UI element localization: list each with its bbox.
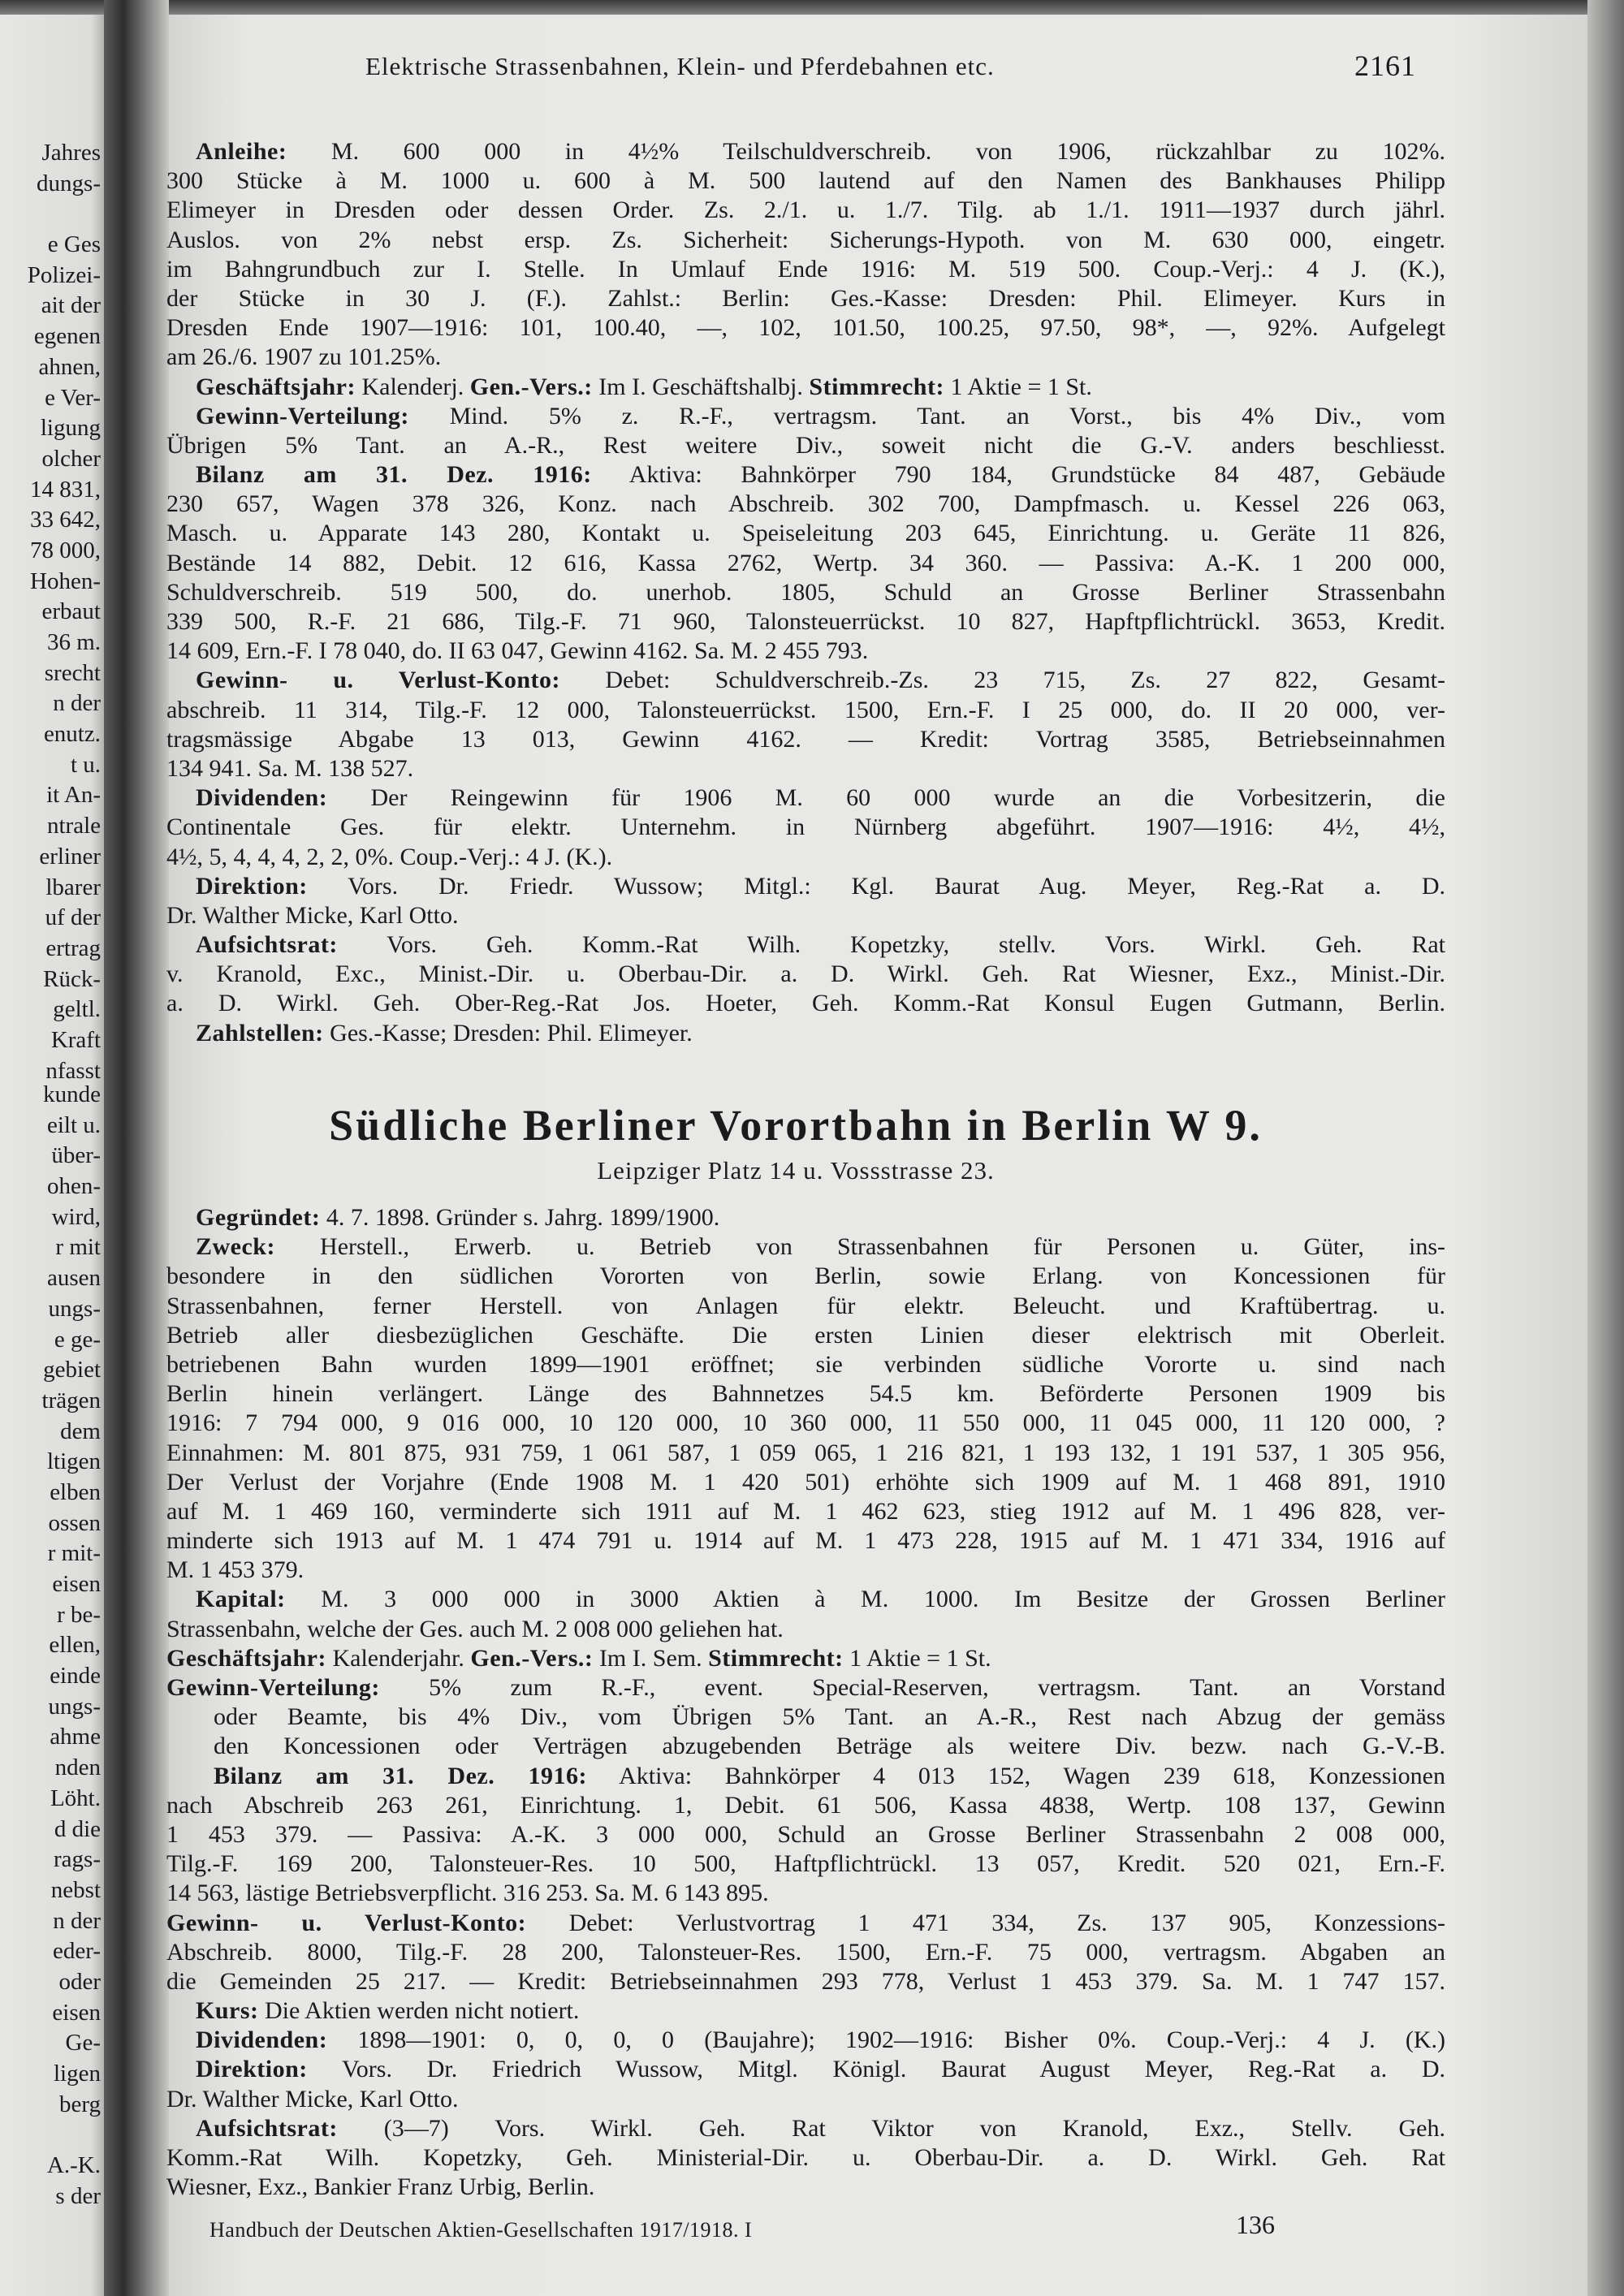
fragment-line: nebst bbox=[50, 1876, 101, 1903]
fragment-line: ltigen bbox=[46, 1448, 101, 1475]
text-run: Kalenderj. bbox=[355, 373, 470, 400]
text-line bbox=[166, 313, 1445, 343]
text-line bbox=[166, 578, 1445, 607]
company-title: Südliche Berliner Vorortbahn in Berlin W 9. bbox=[329, 1101, 1263, 1150]
section-label: Kurs: bbox=[196, 1997, 259, 2025]
fragment-line: Ge- bbox=[65, 2030, 101, 2056]
text-line bbox=[166, 1909, 1445, 1938]
fragment-line: eder- bbox=[53, 1938, 101, 1965]
text-run: Strassenbahnen, ferner Herstell. von Anlagen für elektr. Beleucht. und Kraftübertrag. u. bbox=[166, 1292, 1445, 1319]
fragment-line: Rück- bbox=[43, 965, 101, 992]
text-line bbox=[166, 1967, 1445, 1996]
text-line bbox=[166, 255, 1445, 284]
text-line bbox=[166, 196, 1445, 225]
text-run: Ges.-Kasse; Dresden: Phil. Elimeyer. bbox=[323, 1019, 693, 1047]
company-address: Leipziger Platz 14 u. Vossstrasse 23. bbox=[597, 1156, 995, 1185]
fragment-line: geltl. bbox=[53, 996, 101, 1023]
text-line bbox=[166, 1585, 1445, 1614]
text-run: 339 500, R.-F. 21 686, Tilg.-F. 71 960, Talonsteuerrückst. 10 827, Hapftpflichtrückl. 3653, Kredit. bbox=[166, 608, 1445, 635]
section-label: Anleihe: bbox=[196, 138, 287, 165]
fragment-line: berg bbox=[58, 2091, 101, 2117]
text-run: 14 563, lästige Betriebsverpflicht. 316 253. Sa. M. 6 143 895. bbox=[166, 1880, 769, 1907]
fragment-line: ligung bbox=[40, 415, 101, 442]
fragment-line: eilt u. bbox=[46, 1111, 101, 1138]
text-line bbox=[166, 1849, 1445, 1879]
text-run: Einnahmen: M. 801 875, 931 759, 1 061 587, 1 059 065, 1 216 821, 1 193 132, 1 191 537, 1 305 956, bbox=[166, 1439, 1445, 1466]
section-label: Zahlstellen: bbox=[196, 1019, 324, 1047]
fragment-line: erliner bbox=[39, 843, 101, 870]
fragment-line: 33 642, bbox=[30, 507, 101, 533]
text-line bbox=[166, 1203, 1445, 1232]
text-run: 4. 7. 1898. Gründer s. Jahrg. 1899/1900. bbox=[320, 1204, 720, 1231]
text-run: Der Verlust der Vorjahre (Ende 1908 M. 1 420 501) erhöhte sich 1909 auf M. 1 468 891, 1910 bbox=[166, 1468, 1445, 1495]
text-line bbox=[166, 1350, 1445, 1379]
fragment-line: ohen- bbox=[46, 1173, 101, 1200]
section-label: Dividenden: bbox=[196, 784, 328, 812]
fragment-line bbox=[0, 2120, 101, 2151]
text-line bbox=[166, 490, 1445, 519]
company-entry bbox=[166, 1203, 1445, 2202]
text-run: Vors. Dr. Friedrich Wussow, Mitgl. Königl. Baurat August Meyer, Reg.-Rat a. D. bbox=[307, 2056, 1445, 2083]
text-line bbox=[166, 989, 1445, 1018]
text-line bbox=[166, 1762, 1445, 1791]
text-line bbox=[166, 549, 1445, 578]
fragment-line: ntrale bbox=[46, 813, 101, 839]
fragment-line: r mit- bbox=[47, 1540, 101, 1567]
text-line bbox=[166, 1996, 1445, 2026]
text-line bbox=[166, 2055, 1445, 2084]
fragment-line: Jahres bbox=[41, 140, 101, 166]
section-label: Aufsichtsrat: bbox=[196, 931, 338, 959]
text-run: M. 1 453 379. bbox=[166, 1556, 304, 1584]
text-run: tragsmässige Abgabe 13 013, Gewinn 4162. — Kredit: Vortrag 3585, Betriebseinnahmen bbox=[166, 725, 1445, 753]
text-run: besondere in den südlichen Vororten von Berlin, sowie Erlang. von Koncessionen für bbox=[166, 1262, 1445, 1290]
section-label: Bilanz am 31. Dez. 1916: bbox=[214, 1762, 587, 1789]
text-run: 300 Stücke à M. 1000 u. 600 à M. 500 lautend auf den Namen des Bankhauses Philipp bbox=[166, 167, 1445, 195]
fragment-line: n der bbox=[53, 1907, 101, 1934]
text-line bbox=[166, 166, 1445, 196]
fragment-line: ellen, bbox=[49, 1632, 101, 1659]
text-run: Vors. Geh. Komm.-Rat Wilh. Kopetzky, stellv. Vors. Wirkl. Geh. Rat bbox=[337, 931, 1445, 959]
text-line bbox=[166, 1791, 1445, 1820]
fragment-line: ait der bbox=[41, 292, 101, 319]
text-line bbox=[166, 783, 1445, 813]
text-run: der Stücke in 30 J. (F.). Zahlst.: Berlin: Ges.-Kasse: Dresden: Phil. Elimeyer. Kurs in bbox=[166, 284, 1445, 312]
text-run: Debet: Verlustvortrag 1 471 334, Zs. 137 905, Konzessions- bbox=[526, 1909, 1445, 1936]
section-label: Zweck: bbox=[196, 1233, 275, 1261]
fragment-line: wird, bbox=[51, 1203, 101, 1230]
text-line bbox=[166, 1292, 1445, 1321]
text-line bbox=[166, 1321, 1445, 1350]
fragment-line: it An- bbox=[46, 782, 101, 809]
fragment-line: 36 m. bbox=[46, 629, 101, 655]
text-line bbox=[166, 666, 1445, 695]
fragment-line: srecht bbox=[44, 659, 101, 686]
text-run: Dresden Ende 1907—1916: 101, 100.40, —, 102, 101.50, 100.25, 97.50, 98*, —, 92%. Aufgelegt bbox=[166, 314, 1445, 342]
fragment-line: egenen bbox=[33, 323, 101, 350]
text-run: a. D. Wirkl. Geh. Ober-Reg.-Rat Jos. Hoeter, Geh. Komm.-Rat Konsul Eugen Gutmann, Berlin. bbox=[166, 990, 1445, 1017]
text-run: 4½, 5, 4, 4, 4, 2, 2, 0%. Coup.-Verj.: 4 J. (K.). bbox=[166, 843, 613, 870]
fragment-line: ungs- bbox=[48, 1693, 101, 1720]
text-line bbox=[166, 930, 1445, 960]
text-line bbox=[166, 1644, 1445, 1673]
section-label: Gewinn-Verteilung: bbox=[166, 1674, 380, 1701]
section-label: Gen.-Vers.: bbox=[469, 373, 593, 400]
fragment-line: Polizei- bbox=[27, 261, 101, 288]
text-run: M. 3 000 000 in 3000 Aktien à M. 1000. Im Besitze der Grossen Berliner bbox=[285, 1586, 1445, 1613]
text-line bbox=[166, 1556, 1445, 1585]
section-label: Gen.-Vers.: bbox=[470, 1644, 594, 1672]
text-run: Kalenderjahr. bbox=[326, 1644, 471, 1672]
fragment-line: eisen bbox=[52, 1571, 101, 1597]
fragment-line: nden bbox=[54, 1754, 101, 1781]
page-number: 2161 bbox=[1354, 50, 1416, 82]
text-line bbox=[166, 284, 1445, 313]
section-label: Dividenden: bbox=[196, 2026, 328, 2054]
text-line bbox=[166, 754, 1445, 783]
text-line bbox=[166, 1673, 1445, 1703]
fragment-line: r be- bbox=[57, 1601, 101, 1628]
text-run: den Koncessionen oder Verträgen abzugebenden Beträge als weitere Div. bezw. nach G.-V.-B. bbox=[214, 1733, 1445, 1760]
text-line bbox=[166, 960, 1445, 989]
fragment-line: e Ges bbox=[47, 231, 101, 258]
text-run: Mind. 5% z. R.-F., vertragsm. Tant. an Vorst., bis 4% Div., vom bbox=[408, 402, 1445, 429]
text-line bbox=[166, 1526, 1445, 1556]
text-run: (3—7) Vors. Wirkl. Geh. Rat Viktor von Kranold, Exz., Stellv. Geh. bbox=[337, 2114, 1445, 2142]
text-line bbox=[166, 431, 1445, 460]
text-line bbox=[166, 2085, 1445, 2114]
section-label: Geschäftsjahr: bbox=[166, 1644, 326, 1672]
text-run: minderte sich 1913 auf M. 1 474 791 u. 1914 auf M. 1 473 228, 1915 auf M. 1 471 334, 1916 auf bbox=[166, 1527, 1445, 1555]
fragment-line: t u. bbox=[70, 751, 101, 778]
text-run: im Bahngrundbuch zur I. Stelle. In Umlauf Ende 1916: M. 519 500. Coup.-Verj.: 4 J. (K.), bbox=[166, 255, 1445, 283]
text-run: Berlin hinein verlängert. Länge des Bahnnetzes 54.5 km. Beförderte Personen 1909 bis bbox=[166, 1380, 1445, 1408]
text-line bbox=[166, 696, 1445, 725]
text-line bbox=[166, 2026, 1445, 2055]
fragment-line: trägen bbox=[41, 1387, 101, 1413]
text-run: Herstell., Erwerb. u. Betrieb von Strassenbahnen für Personen u. Güter, ins- bbox=[274, 1233, 1445, 1261]
fragment-line: 78 000, bbox=[30, 537, 101, 563]
fragment-line: Kraft bbox=[50, 1026, 101, 1053]
fragment-line: rags- bbox=[54, 1846, 101, 1873]
text-line bbox=[166, 1879, 1445, 1908]
fragment-line: oder bbox=[58, 1968, 101, 1995]
fragment-line: ungs- bbox=[48, 1295, 101, 1322]
text-line bbox=[166, 1232, 1445, 1262]
text-line bbox=[166, 1732, 1445, 1761]
fragment-line: ertrag bbox=[45, 934, 101, 961]
text-run: Debet: Schuldverschreib.-Zs. 23 715, Zs. 27 822, Gesamt- bbox=[560, 667, 1445, 694]
fragment-line: ausen bbox=[46, 1265, 101, 1292]
text-run: Aktiva: Bahnkörper 4 013 152, Wagen 239 618, Konzessionen bbox=[586, 1762, 1445, 1789]
facing-page-text-upper bbox=[0, 138, 101, 1086]
text-run: Abschreib. 8000, Tilg.-F. 28 200, Talonsteuer-Res. 1500, Ern.-F. 75 000, vertragsm. Abgaben an bbox=[166, 1938, 1445, 1966]
fragment-line: ahnen, bbox=[38, 353, 101, 380]
previous-company-entry bbox=[166, 137, 1445, 1048]
text-run: 5% zum R.-F., event. Special-Reserven, vertragsm. Tant. an Vorstand bbox=[379, 1674, 1445, 1701]
text-run: Schuldverschreib. 519 500, do. unerhob. 1805, Schuld an Grosse Berliner Strassenbahn bbox=[166, 578, 1445, 606]
text-run: Betrieb aller diesbezüglichen Geschäfte. Die ersten Linien dieser elektrisch mit Oberleit. bbox=[166, 1321, 1445, 1349]
text-line bbox=[166, 137, 1445, 166]
fragment-line: e ge- bbox=[54, 1326, 101, 1353]
footer-book-title: Handbuch der Deutschen Aktien-Gesellschaften 1917/1918. I bbox=[209, 2218, 753, 2242]
text-run: Strassenbahn, welche der Ges. auch M. 2 008 000 geliehen hat. bbox=[166, 1615, 784, 1642]
text-line bbox=[166, 901, 1445, 930]
text-run: 1 Aktie = 1 St. bbox=[843, 1644, 991, 1672]
text-line bbox=[166, 607, 1445, 637]
book-gutter bbox=[104, 0, 169, 2296]
fragment-line: elben bbox=[50, 1478, 101, 1505]
text-line bbox=[166, 1703, 1445, 1732]
fragment-line: dem bbox=[60, 1418, 101, 1444]
text-line bbox=[166, 226, 1445, 255]
footer-signature: 136 bbox=[1236, 2210, 1275, 2239]
section-label: Aufsichtsrat: bbox=[196, 2114, 338, 2142]
text-run: Übrigen 5% Tant. an A.-R., Rest weitere Div., soweit nicht die G.-V. anders beschliesst. bbox=[166, 431, 1445, 459]
text-run: abschreib. 11 314, Tilg.-F. 12 000, Talonsteuerrückst. 1500, Ern.-F. I 25 000, do. II 20 000, ver- bbox=[166, 696, 1445, 723]
fragment-line: 14 831, bbox=[30, 476, 101, 503]
fragment-line: r mit bbox=[55, 1234, 101, 1261]
fragment-line: über- bbox=[51, 1142, 101, 1169]
fragment-line: dungs- bbox=[37, 170, 101, 196]
text-line bbox=[166, 1820, 1445, 1849]
text-line bbox=[166, 1938, 1445, 1967]
fragment-line: enutz. bbox=[43, 721, 101, 748]
text-run: die Gemeinden 25 217. — Kredit: Betriebseinnahmen 293 778, Verlust 1 453 379. Sa. M. 1 747 157. bbox=[166, 1967, 1445, 1995]
text-line bbox=[166, 725, 1445, 754]
text-line bbox=[166, 843, 1445, 872]
text-run: v. Kranold, Exc., Minist.-Dir. u. Oberbau-Dir. a. D. Wirkl. Geh. Rat Wiesner, Exz., Minist.-Dir. bbox=[166, 960, 1445, 988]
text-run: 14 609, Ern.-F. I 78 040, do. II 63 047, Gewinn 4162. Sa. M. 2 455 793. bbox=[166, 637, 869, 665]
text-line bbox=[166, 1409, 1445, 1438]
section-label: Direktion: bbox=[196, 2056, 308, 2083]
text-run: Im I. Geschäftshalbj. bbox=[592, 373, 810, 400]
text-run: 230 657, Wagen 378 326, Konz. nach Abschreib. 302 700, Dampfmasch. u. Kessel 226 063, bbox=[166, 490, 1445, 518]
text-line bbox=[166, 872, 1445, 901]
text-line bbox=[166, 519, 1445, 548]
text-line bbox=[166, 1262, 1445, 1291]
text-run: Die Aktien werden nicht notiert. bbox=[258, 1997, 580, 2025]
text-line bbox=[166, 373, 1445, 402]
text-line bbox=[166, 1615, 1445, 1644]
fragment-line: ossen bbox=[48, 1509, 101, 1536]
fragment-line: d die bbox=[54, 1815, 101, 1842]
text-line bbox=[166, 2143, 1445, 2173]
text-line bbox=[166, 813, 1445, 842]
text-run: Dr. Walther Micke, Karl Otto. bbox=[166, 2085, 459, 2113]
text-line bbox=[166, 402, 1445, 431]
facing-page-text-lower bbox=[0, 1080, 101, 2212]
text-line bbox=[166, 1439, 1445, 1468]
section-label: Stimmrecht: bbox=[708, 1644, 844, 1672]
text-line bbox=[166, 2173, 1445, 2202]
fragment-line: ahme bbox=[50, 1724, 101, 1750]
text-run: Der Reingewinn für 1906 M. 60 000 wurde an die Vorbesitzerin, die bbox=[327, 784, 1445, 812]
text-run: Dr. Walther Micke, Karl Otto. bbox=[166, 901, 459, 929]
text-run: auf M. 1 469 160, verminderte sich 1911 auf M. 1 462 623, stieg 1912 auf M. 1 496 828, ver- bbox=[166, 1497, 1445, 1525]
fragment-line: s der bbox=[55, 2182, 101, 2209]
fragment-line: kunde bbox=[43, 1081, 101, 1107]
text-run: nach Abschreib 263 261, Einrichtung. 1, Debit. 61 506, Kassa 4838, Wertp. 108 137, Gewinn bbox=[166, 1791, 1445, 1819]
fragment-line: A.-K. bbox=[46, 2152, 101, 2179]
section-label: Kapital: bbox=[196, 1586, 286, 1613]
fragment-line: ligen bbox=[54, 2061, 101, 2087]
text-run: Im I. Sem. bbox=[593, 1644, 709, 1672]
fragment-line: gebiet bbox=[43, 1357, 101, 1383]
text-run: Masch. u. Apparate 143 280, Kontakt u. Speiseleitung 203 645, Einrichtung. u. Geräte 11 826, bbox=[166, 520, 1445, 547]
text-run: Aktiva: Bahnkörper 790 184, Grundstücke 84 487, Gebäude bbox=[591, 461, 1445, 489]
fragment-line: Löht. bbox=[50, 1785, 101, 1811]
text-run: Vors. Dr. Friedr. Wussow; Mitgl.: Kgl. Baurat Aug. Meyer, Reg.-Rat a. D. bbox=[307, 872, 1445, 900]
text-line bbox=[166, 343, 1445, 372]
text-run: 1898—1901: 0, 0, 0, 0 (Baujahre); 1902—1916: Bisher 0%. Coup.-Verj.: 4 J. (K.) bbox=[327, 2026, 1445, 2054]
text-run: Elimeyer in Dresden oder dessen Order. Zs. 2./1. u. 1./7. Tilg. ab 1./1. 1911—1937 durch jährl. bbox=[166, 196, 1445, 224]
section-label: Gewinn- u. Verlust-Konto: bbox=[166, 1909, 527, 1936]
text-run: 134 941. Sa. M. 138 527. bbox=[166, 754, 414, 782]
fragment-line bbox=[0, 199, 101, 230]
fragment-line: eisen bbox=[52, 1999, 101, 2026]
scan-top-edge bbox=[0, 0, 1624, 16]
section-label: Gegründet: bbox=[196, 1204, 321, 1231]
fragment-line: e Ver- bbox=[45, 384, 101, 411]
fragment-line: olcher bbox=[41, 445, 101, 472]
section-label: Gewinn-Verteilung: bbox=[196, 402, 409, 429]
text-run: Bestände 14 882, Debit. 12 616, Kassa 2762, Wertp. 34 360. — Passiva: A.-K. 1 200 000, bbox=[166, 549, 1445, 576]
section-label: Gewinn- u. Verlust-Konto: bbox=[196, 667, 561, 694]
text-run: 1 Aktie = 1 St. bbox=[944, 373, 1092, 400]
text-run: 1916: 7 794 000, 9 016 000, 10 120 000, 10 360 000, 11 550 000, 11 045 000, 11 120 000, ? bbox=[166, 1409, 1445, 1437]
text-run: M. 600 000 in 4½% Teilschuldverschreib. von 1906, rückzahlbar zu 102%. bbox=[287, 138, 1445, 165]
fragment-line: uf der bbox=[45, 904, 101, 931]
fragment-line: Hohen- bbox=[30, 568, 101, 594]
text-run: Auslos. von 2% nebst ersp. Zs. Sicherheit: Sicherungs-Hypoth. von M. 630 000, eingetr. bbox=[166, 226, 1445, 253]
text-run: Tilg.-F. 169 200, Talonsteuer-Res. 10 500, Haftpflichtrückl. 13 057, Kredit. 520 021, Ern.-F. bbox=[166, 1850, 1445, 1878]
section-label: Direktion: bbox=[196, 872, 308, 900]
fragment-line: n der bbox=[53, 690, 101, 717]
fragment-line: erbaut bbox=[41, 598, 101, 625]
scan-right-edge bbox=[1587, 0, 1624, 2296]
text-run: am 26./6. 1907 zu 101.25%. bbox=[166, 343, 442, 371]
section-label: Geschäftsjahr: bbox=[196, 373, 356, 400]
text-run: betriebenen Bahn wurden 1899—1901 eröffnet; sie verbinden südliche Vororte u. sind nach bbox=[166, 1350, 1445, 1378]
section-label: Bilanz am 31. Dez. 1916: bbox=[196, 461, 592, 489]
text-line bbox=[166, 1468, 1445, 1497]
text-run: Continentale Ges. für elektr. Unternehm. in Nürnberg abgeführt. 1907—1916: 4½, 4½, bbox=[166, 814, 1445, 841]
text-line bbox=[166, 637, 1445, 666]
text-line bbox=[166, 1379, 1445, 1409]
running-title: Elektrische Strassenbahnen, Klein- und Pferdebahnen etc. bbox=[365, 52, 995, 80]
text-run: 1 453 379. — Passiva: A.-K. 3 000 000, Schuld an Grosse Berliner Strassenbahn 2 008 000, bbox=[166, 1820, 1445, 1848]
text-run: Komm.-Rat Wilh. Kopetzky, Geh. Ministerial-Dir. u. Oberbau-Dir. a. D. Wirkl. Geh. Rat bbox=[166, 2144, 1445, 2171]
text-line bbox=[166, 1019, 1445, 1048]
text-line bbox=[166, 1497, 1445, 1526]
fragment-line: lbarer bbox=[45, 874, 101, 900]
text-line bbox=[166, 2114, 1445, 2143]
fragment-line: einde bbox=[50, 1663, 101, 1690]
text-run: Wiesner, Exz., Bankier Franz Urbig, Berlin. bbox=[166, 2173, 595, 2201]
fragment-line: nfasst bbox=[45, 1057, 101, 1084]
section-label: Stimmrecht: bbox=[809, 373, 944, 400]
text-line bbox=[166, 460, 1445, 490]
text-run: oder Beamte, bis 4% Div., vom Übrigen 5% Tant. an A.-R., Rest nach Abzug der gemäss bbox=[214, 1703, 1445, 1731]
